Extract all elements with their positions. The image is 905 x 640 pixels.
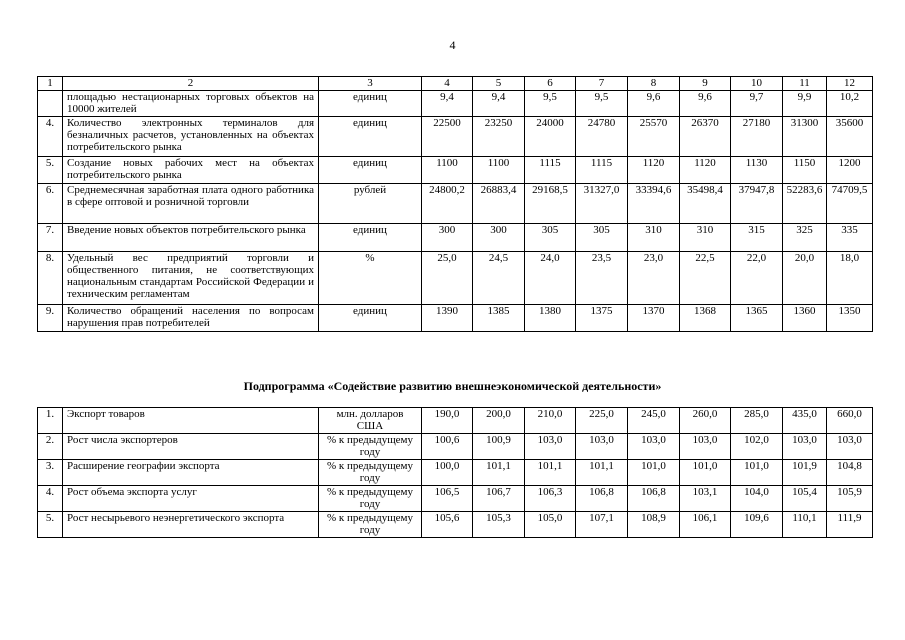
row-number: 1. (38, 408, 63, 434)
value-cell: 23,5 (576, 252, 628, 305)
value-cell: 107,1 (576, 512, 628, 538)
unit-cell: % (319, 252, 422, 305)
value-cell: 31300 (783, 117, 827, 157)
value-cell: 9,4 (422, 91, 473, 117)
value-cell: 24800,2 (422, 184, 473, 224)
value-cell: 52283,6 (783, 184, 827, 224)
indicator-name: Количество обращений населения по вопросам нарушения прав потребителей (63, 305, 319, 332)
value-cell: 105,0 (525, 512, 576, 538)
unit-cell: % к предыдущему году (319, 434, 422, 460)
value-cell: 37947,8 (731, 184, 783, 224)
value-cell: 190,0 (422, 408, 473, 434)
table-row (38, 184, 873, 224)
value-cell: 101,1 (525, 460, 576, 486)
indicator-name: Среднемесячная заработная плата одного работника в сфере оптовой и розничной торговли (63, 184, 319, 224)
value-cell: 24,5 (473, 252, 525, 305)
value-cell: 35600 (827, 117, 873, 157)
value-cell: 9,5 (525, 91, 576, 117)
value-cell: 24000 (525, 117, 576, 157)
value-cell: 18,0 (827, 252, 873, 305)
row-number: 9. (38, 305, 63, 332)
value-cell: 1365 (731, 305, 783, 332)
export-indicators-table (37, 407, 873, 538)
value-cell: 300 (473, 224, 525, 252)
table-row (38, 460, 873, 486)
value-cell: 35498,4 (680, 184, 731, 224)
value-cell: 26883,4 (473, 184, 525, 224)
unit-cell: рублей (319, 184, 422, 224)
column-number-cell: 2 (63, 77, 319, 91)
value-cell: 1100 (473, 157, 525, 184)
value-cell: 101,9 (783, 460, 827, 486)
unit-cell: единиц (319, 305, 422, 332)
indicator-name: площадью нестационарных торговых объектов на 10000 жителей (63, 91, 319, 117)
value-cell: 10,2 (827, 91, 873, 117)
page-number: 4 (449, 38, 456, 52)
row-number: 8. (38, 252, 63, 305)
row-number: 4. (38, 117, 63, 157)
value-cell: 1150 (783, 157, 827, 184)
value-cell: 310 (680, 224, 731, 252)
value-cell: 106,5 (422, 486, 473, 512)
value-cell: 103,1 (680, 486, 731, 512)
value-cell: 24780 (576, 117, 628, 157)
column-number-cell: 6 (525, 77, 576, 91)
value-cell: 300 (422, 224, 473, 252)
value-cell: 9,7 (731, 91, 783, 117)
table-row (38, 157, 873, 184)
value-cell: 24,0 (525, 252, 576, 305)
row-number: 3. (38, 460, 63, 486)
row-number: 5. (38, 157, 63, 184)
value-cell: 1375 (576, 305, 628, 332)
value-cell: 1200 (827, 157, 873, 184)
value-cell: 1368 (680, 305, 731, 332)
row-number: 5. (38, 512, 63, 538)
table-row (38, 91, 873, 117)
value-cell: 1120 (628, 157, 680, 184)
value-cell: 9,9 (783, 91, 827, 117)
value-cell: 101,0 (628, 460, 680, 486)
value-cell: 100,6 (422, 434, 473, 460)
indicator-name: Создание новых рабочих мест на объектах потребительского рынка (63, 157, 319, 184)
value-cell: 106,8 (576, 486, 628, 512)
value-cell: 104,8 (827, 460, 873, 486)
value-cell: 111,9 (827, 512, 873, 538)
value-cell: 1380 (525, 305, 576, 332)
row-number (38, 91, 63, 117)
table-row (38, 512, 873, 538)
column-number-cell: 5 (473, 77, 525, 91)
value-cell: 108,9 (628, 512, 680, 538)
value-cell: 110,1 (783, 512, 827, 538)
value-cell: 100,0 (422, 460, 473, 486)
indicator-name: Рост числа экспортеров (63, 434, 319, 460)
column-number-cell: 7 (576, 77, 628, 91)
row-number: 4. (38, 486, 63, 512)
value-cell: 22,5 (680, 252, 731, 305)
value-cell: 33394,6 (628, 184, 680, 224)
table-row (38, 224, 873, 252)
value-cell: 1390 (422, 305, 473, 332)
unit-cell: млн. долларов США (319, 408, 422, 434)
value-cell: 106,3 (525, 486, 576, 512)
indicator-name: Количество электронных терминалов для безналичных расчетов, установленных на объектах потребительского рынка (63, 117, 319, 157)
value-cell: 106,8 (628, 486, 680, 512)
value-cell: 27180 (731, 117, 783, 157)
table-row (38, 305, 873, 332)
table-row (38, 434, 873, 460)
value-cell: 310 (628, 224, 680, 252)
value-cell: 103,0 (525, 434, 576, 460)
indicator-name: Экспорт товаров (63, 408, 319, 434)
unit-cell: единиц (319, 117, 422, 157)
value-cell: 25,0 (422, 252, 473, 305)
subprogram-title: Подпрограмма «Содействие развитию внешнеэкономической деятельности» (243, 379, 662, 393)
value-cell: 335 (827, 224, 873, 252)
value-cell: 1385 (473, 305, 525, 332)
value-cell: 22,0 (731, 252, 783, 305)
value-cell: 305 (576, 224, 628, 252)
value-cell: 1130 (731, 157, 783, 184)
value-cell: 9,6 (628, 91, 680, 117)
value-cell: 105,9 (827, 486, 873, 512)
indicator-name: Введение новых объектов потребительского рынка (63, 224, 319, 252)
value-cell: 105,6 (422, 512, 473, 538)
value-cell: 109,6 (731, 512, 783, 538)
value-cell: 104,0 (731, 486, 783, 512)
value-cell: 101,0 (680, 460, 731, 486)
value-cell: 260,0 (680, 408, 731, 434)
value-cell: 29168,5 (525, 184, 576, 224)
value-cell: 1115 (525, 157, 576, 184)
value-cell: 660,0 (827, 408, 873, 434)
indicator-name: Рост объема экспорта услуг (63, 486, 319, 512)
value-cell: 22500 (422, 117, 473, 157)
value-cell: 1100 (422, 157, 473, 184)
value-cell: 9,5 (576, 91, 628, 117)
value-cell: 31327,0 (576, 184, 628, 224)
value-cell: 102,0 (731, 434, 783, 460)
column-number-cell: 1 (38, 77, 63, 91)
value-cell: 315 (731, 224, 783, 252)
value-cell: 20,0 (783, 252, 827, 305)
indicators-table (37, 76, 873, 332)
unit-cell: % к предыдущему году (319, 486, 422, 512)
column-number-cell: 3 (319, 77, 422, 91)
value-cell: 103,0 (680, 434, 731, 460)
row-number: 6. (38, 184, 63, 224)
value-cell: 1120 (680, 157, 731, 184)
value-cell: 106,7 (473, 486, 525, 512)
value-cell: 103,0 (827, 434, 873, 460)
value-cell: 305 (525, 224, 576, 252)
unit-cell: единиц (319, 91, 422, 117)
row-number: 2. (38, 434, 63, 460)
unit-cell: % к предыдущему году (319, 512, 422, 538)
value-cell: 26370 (680, 117, 731, 157)
value-cell: 225,0 (576, 408, 628, 434)
value-cell: 9,4 (473, 91, 525, 117)
unit-cell: единиц (319, 224, 422, 252)
value-cell: 103,0 (576, 434, 628, 460)
table-row (38, 486, 873, 512)
table-row (38, 408, 873, 434)
table-row (38, 252, 873, 305)
value-cell: 435,0 (783, 408, 827, 434)
value-cell: 103,0 (628, 434, 680, 460)
value-cell: 105,3 (473, 512, 525, 538)
indicator-name: Рост несырьевого неэнергетического экспорта (63, 512, 319, 538)
value-cell: 23,0 (628, 252, 680, 305)
indicator-name: Расширение географии экспорта (63, 460, 319, 486)
table-row (38, 117, 873, 157)
column-number-cell: 12 (827, 77, 873, 91)
value-cell: 101,1 (576, 460, 628, 486)
value-cell: 101,1 (473, 460, 525, 486)
unit-cell: единиц (319, 157, 422, 184)
value-cell: 101,0 (731, 460, 783, 486)
column-number-row (38, 77, 873, 91)
value-cell: 1360 (783, 305, 827, 332)
value-cell: 105,4 (783, 486, 827, 512)
value-cell: 106,1 (680, 512, 731, 538)
value-cell: 1350 (827, 305, 873, 332)
indicator-name: Удельный вес предприятий торговли и общественного питания, не соответствующих национальным стандартам Российской Федерации и техническим регламентам (63, 252, 319, 305)
column-number-cell: 10 (731, 77, 783, 91)
value-cell: 100,9 (473, 434, 525, 460)
value-cell: 200,0 (473, 408, 525, 434)
column-number-cell: 8 (628, 77, 680, 91)
value-cell: 1115 (576, 157, 628, 184)
value-cell: 245,0 (628, 408, 680, 434)
column-number-cell: 11 (783, 77, 827, 91)
value-cell: 103,0 (783, 434, 827, 460)
column-number-cell: 4 (422, 77, 473, 91)
value-cell: 74709,5 (827, 184, 873, 224)
value-cell: 1370 (628, 305, 680, 332)
row-number: 7. (38, 224, 63, 252)
column-number-cell: 9 (680, 77, 731, 91)
value-cell: 25570 (628, 117, 680, 157)
value-cell: 9,6 (680, 91, 731, 117)
value-cell: 325 (783, 224, 827, 252)
value-cell: 210,0 (525, 408, 576, 434)
unit-cell: % к предыдущему году (319, 460, 422, 486)
value-cell: 23250 (473, 117, 525, 157)
value-cell: 285,0 (731, 408, 783, 434)
